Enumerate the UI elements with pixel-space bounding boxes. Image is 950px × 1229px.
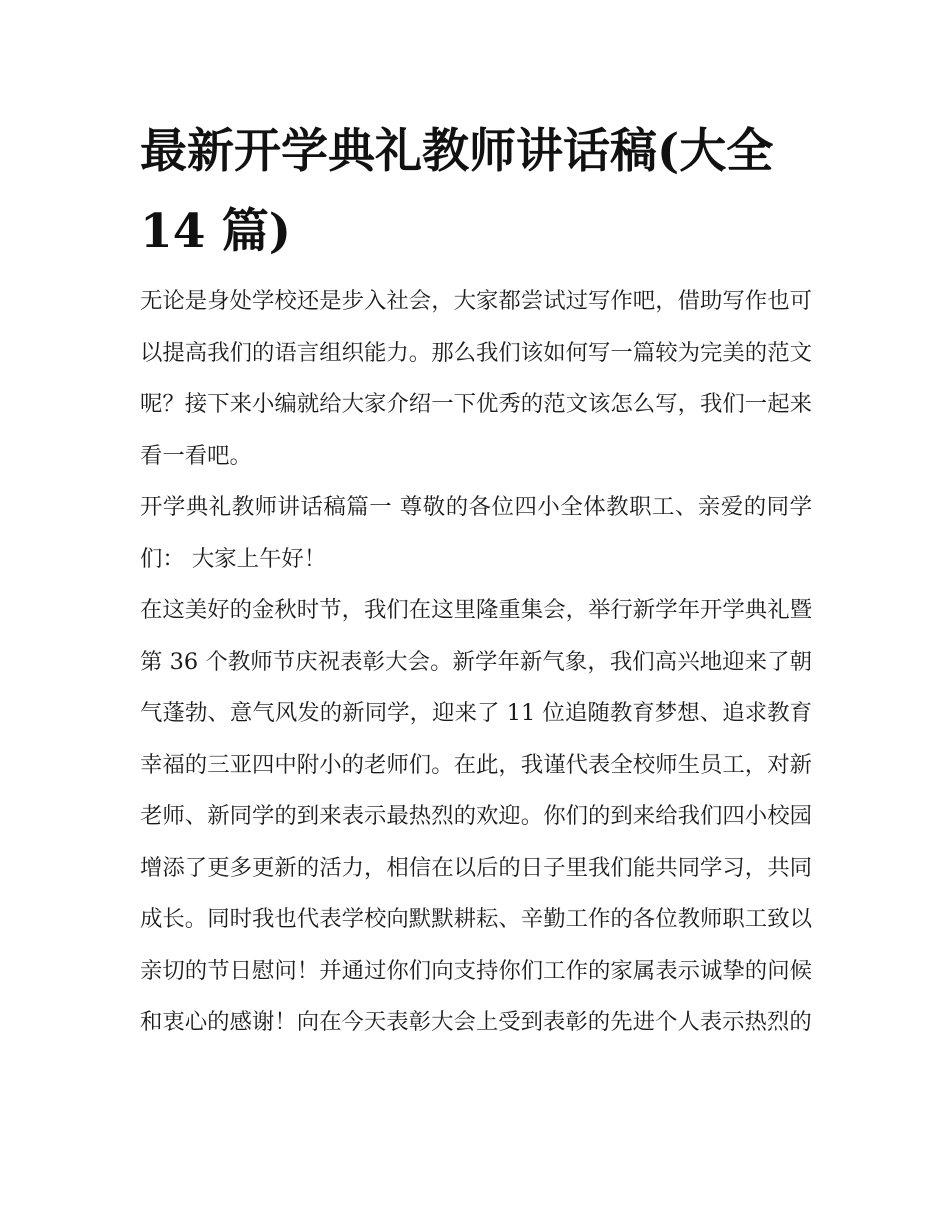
document-title: 最新开学典礼教师讲话稿(大全 14 篇) [140, 124, 774, 259]
paragraph-intro: 无论是身处学校还是步入社会，大家都尝试过写作吧，借助写作也可以提高我们的语言组织能力。那么我们该如何写一篇较为完美的范文呢？接下来小编就给大家介绍一下优秀的范文该怎么写，我们一起来看一看吧。 [140, 288, 812, 469]
document-body [140, 276, 812, 1049]
paragraph-salutation: 开学典礼教师讲话稿篇一 尊敬的各位四小全体教职工、亲爱的同学们： 大家上午好！ [140, 494, 812, 572]
paragraph-speech-body: 在这美好的金秋时节，我们在这里隆重集会，举行新学年开学典礼暨第 36 个教师节庆祝表彰大会。新学年新气象，我们高兴地迎来了朝气蓬勃、意气风发的新同学，迎来了 11 位追随教育梦想、追求教育幸福的三亚四中附小的老师们。在此，我谨代表全校师生员工，对新老师、新同学的到来表示最热烈的欢迎。你们的到来给我们四小校园增添了更多更新的活力，相信在以后的日子里我们能共同学习，共同成长。同时我也代表学校向默默耕耘、辛勤工作的各位教师职工致以亲切的节日慰问！并通过你们向支持你们工作的家属表示诚挚的问候和衷心的感谢！向在今天表彰大会上受到表彰的先进个人表示热烈的 [140, 597, 812, 1035]
